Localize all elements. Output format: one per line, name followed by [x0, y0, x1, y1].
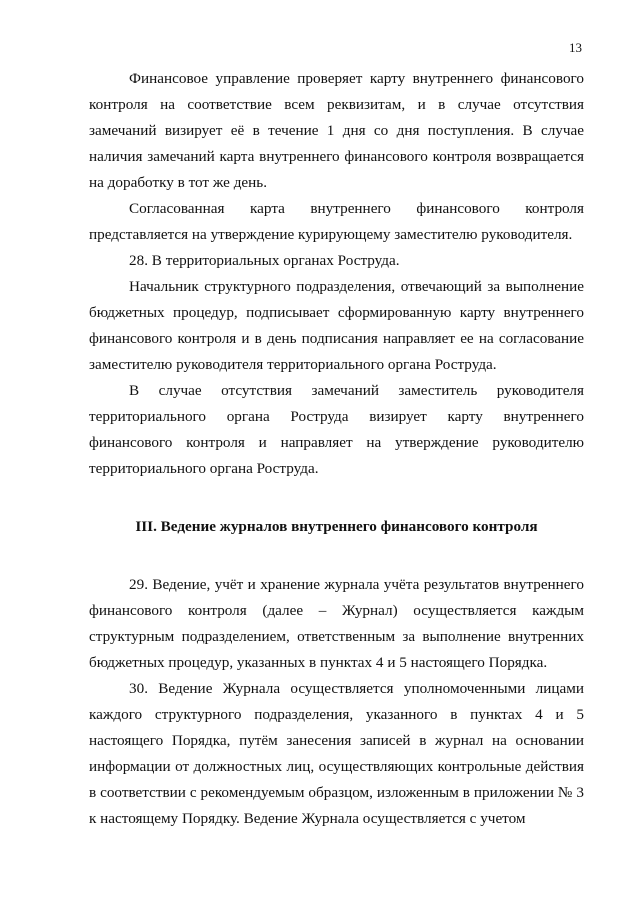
paragraph-finance-review: Финансовое управление проверяет карту внутреннего финансового контроля на соответствие всем реквизитам, и в случае отсутствия замечаний визирует её в течение 1 дня со дня поступления. В случае наличия замечаний карта внутреннего финансового контроля возвращается на доработку в тот же день.	[89, 70, 584, 191]
paragraph-approval: Согласованная карта внутреннего финансового контроля представляется на утверждение курирующему заместителю руководителя.	[89, 200, 584, 243]
paragraph-item-30: 30. Ведение Журнала осуществляется уполномоченными лицами каждого структурного подразделения, указанного в пунктах 4 и 5 настоящего Порядка, путём занесения записей в журнал на основании информации от должностных лиц, осуществляющих контрольные действия в соответствии с рекомендуемым образцом, изложенным в приложении № 3 к настоящему Порядку. Ведение Журнала осуществляется с учетом	[89, 680, 584, 827]
paragraph-department-head: Начальник структурного подразделения, отвечающий за выполнение бюджетных процедур, подписывает сформированную карту внутреннего финансового контроля и в день подписания направляет ее на согласование заместителю руководителя территориального органа Роструда.	[89, 278, 584, 373]
paragraph-item-28: 28. В территориальных органах Роструда.	[129, 252, 400, 269]
section-heading: III. Ведение журналов внутреннего финансового контроля	[135, 518, 538, 535]
document-body	[89, 66, 584, 832]
page-number: 13	[569, 40, 582, 55]
paragraph-no-remarks: В случае отсутствия замечаний заместитель руководителя территориального органа Роструда визирует карту внутреннего финансового контроля и направляет на утверждение руководителю территориального органа Роструда.	[89, 382, 584, 477]
paragraph-item-29: 29. Ведение, учёт и хранение журнала учёта результатов внутреннего финансового контроля (далее – Журнал) осуществляется каждым структурным подразделением, ответственным за выполнение внутренних бюджетных процедур, указанных в пунктах 4 и 5 настоящего Порядка.	[89, 576, 584, 671]
